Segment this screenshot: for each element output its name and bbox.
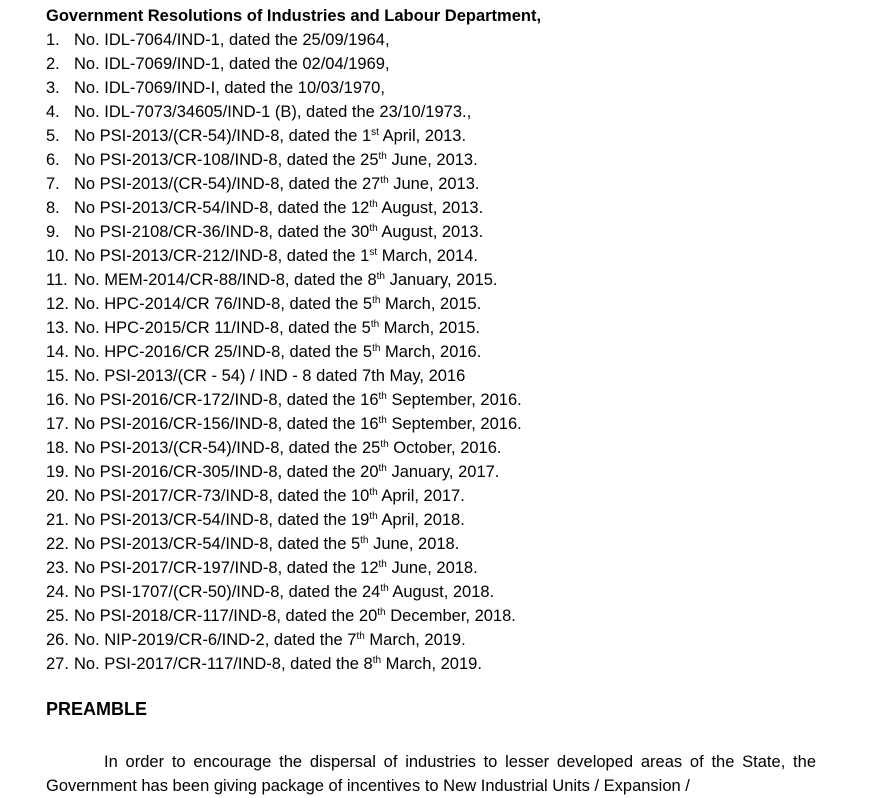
resolution-text — [74, 604, 516, 628]
resolution-text — [74, 412, 522, 436]
resolution-number: 15. — [46, 367, 69, 385]
resolution-text — [74, 508, 465, 532]
resolution-number: 6. — [46, 151, 60, 169]
resolution-item — [46, 100, 522, 124]
resolution-text — [74, 268, 498, 292]
resolution-text-main: No. PSI-2017/CR-117/IND-8, dated the 8 — [74, 655, 373, 673]
resolution-number: 10. — [46, 247, 69, 265]
resolution-item — [46, 124, 522, 148]
date-ordinal-suffix: th — [378, 415, 387, 426]
resolution-number: 14. — [46, 343, 69, 361]
resolution-number: 8. — [46, 199, 60, 217]
resolution-text — [74, 556, 478, 580]
resolution-text-main: No PSI-2018/CR-117/IND-8, dated the 20 — [74, 607, 378, 625]
resolution-text-main: No PSI-2017/CR-73/IND-8, dated the 10 — [74, 487, 370, 505]
date-ordinal-suffix: th — [378, 391, 387, 402]
date-ordinal-suffix: th — [378, 151, 387, 162]
resolution-text — [74, 28, 390, 52]
resolution-text-main: No PSI-2013/CR-54/IND-8, dated the 12 — [74, 199, 370, 217]
resolution-number: 11. — [46, 271, 68, 289]
resolution-text-main: No. NIP-2019/CR-6/IND-2, dated the 7 — [74, 631, 357, 649]
date-ordinal-suffix: th — [369, 199, 378, 210]
date-ordinal-suffix: th — [372, 343, 381, 354]
resolution-text-date: March, 2019. — [381, 655, 482, 673]
resolution-number: 9. — [46, 223, 60, 241]
resolution-text-main: No PSI-2013/CR-54/IND-8, dated the 19 — [74, 511, 370, 529]
resolution-text-date: June, 2018. — [368, 535, 460, 553]
date-ordinal-suffix: th — [380, 583, 389, 594]
resolution-item — [46, 412, 522, 436]
resolution-text — [74, 532, 459, 556]
resolution-item — [46, 484, 522, 508]
resolution-text-date: April, 2017. — [377, 487, 465, 505]
date-ordinal-suffix: th — [372, 655, 382, 666]
resolution-text-date: October, 2016. — [388, 439, 502, 457]
resolution-item — [46, 172, 522, 196]
resolution-text-main: No PSI-2017/CR-197/IND-8, dated the 12 — [74, 559, 379, 577]
resolution-text-main: No. IDL-7069/IND-1, dated the 02/04/1969, — [74, 55, 390, 73]
resolution-text-date: January, 2017. — [386, 463, 500, 481]
resolution-text-date: January, 2015. — [384, 271, 498, 289]
resolution-text-main: No. HPC-2014/CR 76/IND-8, dated the 5 — [74, 295, 373, 313]
resolution-item — [46, 316, 522, 340]
resolution-text — [74, 484, 465, 508]
resolution-text-main: No PSI-2013/(CR-54)/IND-8, dated the 25 — [74, 439, 381, 457]
date-ordinal-suffix: th — [380, 175, 389, 186]
resolution-text — [74, 292, 481, 316]
resolution-number: 17. — [46, 415, 69, 433]
date-ordinal-suffix: th — [360, 535, 369, 546]
resolution-text-main: No PSI-2013/(CR-54)/IND-8, dated the 27 — [74, 175, 381, 193]
resolution-text-date: March, 2014. — [377, 247, 478, 265]
resolution-text — [74, 340, 481, 364]
resolution-text — [74, 172, 480, 196]
date-ordinal-suffix: th — [378, 559, 387, 570]
resolution-number: 23. — [46, 559, 69, 577]
resolution-number: 19. — [46, 463, 69, 481]
resolution-text — [74, 76, 385, 100]
date-ordinal-suffix: th — [380, 439, 389, 450]
resolution-number: 24. — [46, 583, 69, 601]
resolution-text-date: September, 2016. — [386, 391, 522, 409]
resolution-number: 1. — [46, 31, 60, 49]
date-ordinal-suffix: th — [369, 511, 378, 522]
date-ordinal-suffix: th — [370, 319, 380, 330]
resolution-text — [74, 124, 466, 148]
resolution-text — [74, 148, 478, 172]
date-ordinal-suffix: th — [369, 487, 378, 498]
preamble-paragraph: In order to encourage the dispersal of industries to lesser developed areas of the State, the Government has been giving package of incentives to New Industrial Units / Expansion / — [46, 753, 816, 795]
resolution-number: 2. — [46, 55, 60, 73]
resolution-text — [74, 220, 483, 244]
resolution-item — [46, 652, 522, 676]
resolution-item — [46, 340, 522, 364]
resolution-text — [74, 52, 390, 76]
resolution-item — [46, 388, 522, 412]
resolution-number: 4. — [46, 103, 60, 121]
resolution-text — [74, 628, 466, 652]
resolution-text — [74, 652, 482, 676]
resolution-item — [46, 628, 522, 652]
resolution-text — [74, 196, 483, 220]
resolution-number: 18. — [46, 439, 69, 457]
resolution-text-main: No PSI-2013/CR-108/IND-8, dated the 25 — [74, 151, 379, 169]
resolution-text-main: No. HPC-2016/CR 25/IND-8, dated the 5 — [74, 343, 373, 361]
resolution-text-main: No PSI-2108/CR-36/IND-8, dated the 30 — [74, 223, 370, 241]
resolution-text-main: No. MEM-2014/CR-88/IND-8, dated the 8 — [74, 271, 377, 289]
date-ordinal-suffix: th — [356, 631, 365, 642]
resolution-number: 3. — [46, 79, 60, 97]
resolution-text — [74, 460, 499, 484]
resolution-text-main: No. IDL-7064/IND-1, dated the 25/09/1964, — [74, 31, 390, 49]
resolution-item — [46, 244, 522, 268]
resolution-number: 25. — [46, 607, 69, 625]
resolution-text-main: No PSI-2016/CR-305/IND-8, dated the 20 — [74, 463, 379, 481]
resolution-text-date: September, 2016. — [386, 415, 522, 433]
preamble-title: PREAMBLE — [46, 699, 148, 719]
resolution-text — [74, 100, 471, 124]
resolution-text-main: No. IDL-7069/IND-I, dated the 10/03/1970, — [74, 79, 385, 97]
resolution-text-date: August, 2018. — [388, 583, 495, 601]
resolution-item — [46, 268, 522, 292]
resolution-item — [46, 580, 522, 604]
resolution-item — [46, 508, 522, 532]
resolution-text — [74, 436, 502, 460]
resolution-text-main: No PSI-2016/CR-156/IND-8, dated the 16 — [74, 415, 379, 433]
resolution-text-date: December, 2018. — [385, 607, 516, 625]
date-ordinal-suffix: st — [369, 247, 378, 258]
resolution-text-date: March, 2015. — [380, 295, 482, 313]
resolution-item — [46, 532, 522, 556]
resolution-text-date: June, 2018. — [386, 559, 478, 577]
resolution-text-date: June, 2013. — [388, 175, 480, 193]
date-ordinal-suffix: th — [378, 463, 387, 474]
resolution-text-date: March, 2016. — [380, 343, 482, 361]
resolution-text-date: August, 2013. — [377, 223, 484, 241]
resolution-text-main: No PSI-2016/CR-172/IND-8, dated the 16 — [74, 391, 379, 409]
resolution-text — [74, 244, 478, 268]
resolution-number: 12. — [46, 295, 69, 313]
resolution-number: 27. — [46, 655, 69, 673]
resolution-text — [74, 388, 522, 412]
resolution-item — [46, 604, 522, 628]
resolution-text-date: April, 2018. — [377, 511, 465, 529]
resolution-text-date: April, 2013. — [378, 127, 467, 145]
resolution-item — [46, 556, 522, 580]
resolution-number: 5. — [46, 127, 60, 145]
resolutions-list — [46, 28, 522, 676]
resolution-text-date: March, 2015. — [379, 319, 481, 337]
date-ordinal-suffix: th — [376, 271, 385, 282]
resolution-text — [74, 316, 480, 340]
resolution-item — [46, 220, 522, 244]
resolution-text-main: No. IDL-7073/34605/IND-1 (B), dated the 23/10/1973., — [74, 103, 472, 121]
resolution-number: 7. — [46, 175, 60, 193]
resolution-item — [46, 292, 522, 316]
resolution-number: 16. — [46, 391, 69, 409]
resolution-item — [46, 196, 522, 220]
resolution-number: 21. — [46, 511, 69, 529]
date-ordinal-suffix: st — [371, 127, 379, 138]
resolution-text-date: June, 2013. — [386, 151, 478, 169]
date-ordinal-suffix: th — [372, 295, 381, 306]
date-ordinal-suffix: th — [369, 223, 378, 234]
resolution-text-main: No. HPC-2015/CR 11/IND-8, dated the 5 — [74, 319, 371, 337]
resolution-item — [46, 364, 522, 388]
resolution-item — [46, 460, 522, 484]
resolution-text — [74, 580, 494, 604]
resolution-number: 20. — [46, 487, 69, 505]
resolution-item — [46, 28, 522, 52]
resolution-text-main: No PSI-2013/CR-212/IND-8, dated the 1 — [74, 247, 370, 265]
resolution-text-main: No PSI-2013/CR-54/IND-8, dated the 5 — [74, 535, 361, 553]
resolution-text-date: August, 2013. — [377, 199, 484, 217]
resolution-text-main: No. PSI-2013/(CR - 54) / IND - 8 dated 7th May, 2016 — [74, 367, 466, 385]
resolution-text-main: No PSI-2013/(CR-54)/IND-8, dated the 1 — [74, 127, 372, 145]
resolution-text — [74, 364, 465, 388]
resolution-item — [46, 436, 522, 460]
resolution-item — [46, 52, 522, 76]
resolution-item — [46, 148, 522, 172]
resolution-text-main: No PSI-1707/(CR-50)/IND-8, dated the 24 — [74, 583, 381, 601]
resolution-text-date: March, 2019. — [364, 631, 466, 649]
resolution-item — [46, 76, 522, 100]
resolutions-heading: Government Resolutions of Industries and Labour Department, — [46, 7, 542, 25]
resolution-number: 13. — [46, 319, 69, 337]
date-ordinal-suffix: th — [377, 607, 386, 618]
resolution-number: 26. — [46, 631, 69, 649]
resolution-number: 22. — [46, 535, 69, 553]
